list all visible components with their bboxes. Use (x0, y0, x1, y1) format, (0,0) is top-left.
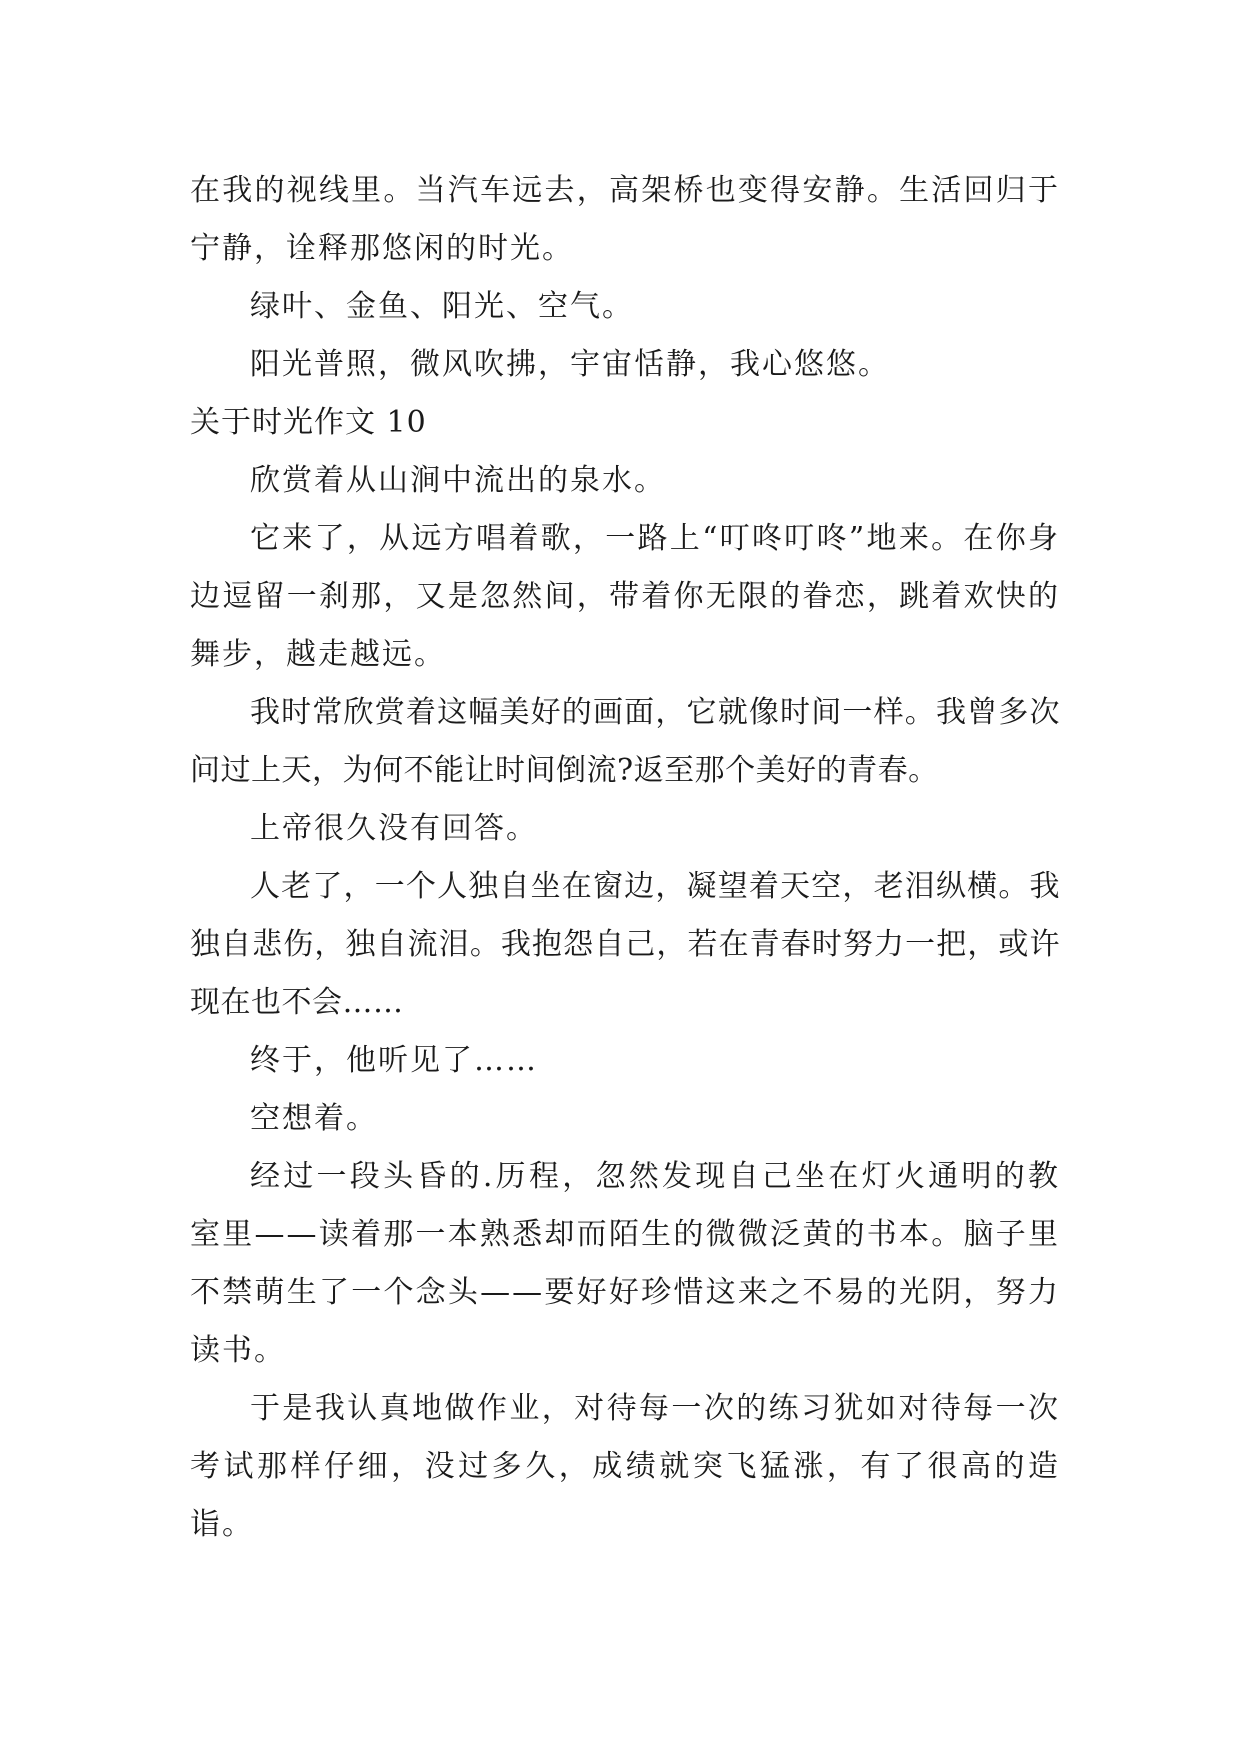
paragraph: 阳光普照，微风吹拂，宇宙恬静，我心悠悠。 (250, 347, 890, 382)
paragraph: 它来了，从远方唱着歌，一路上“叮咚叮咚”地来。在你身边逗留一刹那，又是忽然间，带着你无限的眷恋，跳着欢快的舞步，越走越远。 (190, 521, 1060, 672)
paragraph: 上帝很久没有回答。 (250, 811, 538, 846)
paragraph: 绿叶、金鱼、阳光、空气。 (250, 289, 634, 324)
paragraph: 我时常欣赏着这幅美好的画面，它就像时间一样。我曾多次问过上天，为何不能让时间倒流?返至那个美好的青春。 (190, 695, 1060, 788)
paragraph: 终于，他听见了…… (250, 1043, 538, 1078)
paragraph: 欣赏着从山涧中流出的泉水。 (250, 463, 666, 498)
paragraph: 在我的视线里。当汽车远去，高架桥也变得安静。生活回归于宁静，诠释那悠闲的时光。 (190, 173, 1060, 266)
paragraph: 空想着。 (250, 1101, 378, 1136)
paragraph: 经过一段头昏的.历程，忽然发现自己坐在灯火通明的教室里——读着那一本熟悉却而陌生的微微泛黄的书本。脑子里不禁萌生了一个念头——要好好珍惜这来之不易的光阴，努力读书。 (190, 1159, 1060, 1368)
paragraph: 人老了，一个人独自坐在窗边，凝望着天空，老泪纵横。我独自悲伤，独自流泪。我抱怨自己，若在青春时努力一把，或许现在也不会…… (190, 869, 1060, 1020)
document-body (190, 162, 1060, 1554)
paragraph: 于是我认真地做作业，对待每一次的练习犹如对待每一次考试那样仔细，没过多久，成绩就突飞猛涨，有了很高的造诣。 (190, 1391, 1060, 1542)
section-title: 关于时光作文 10 (190, 405, 427, 440)
